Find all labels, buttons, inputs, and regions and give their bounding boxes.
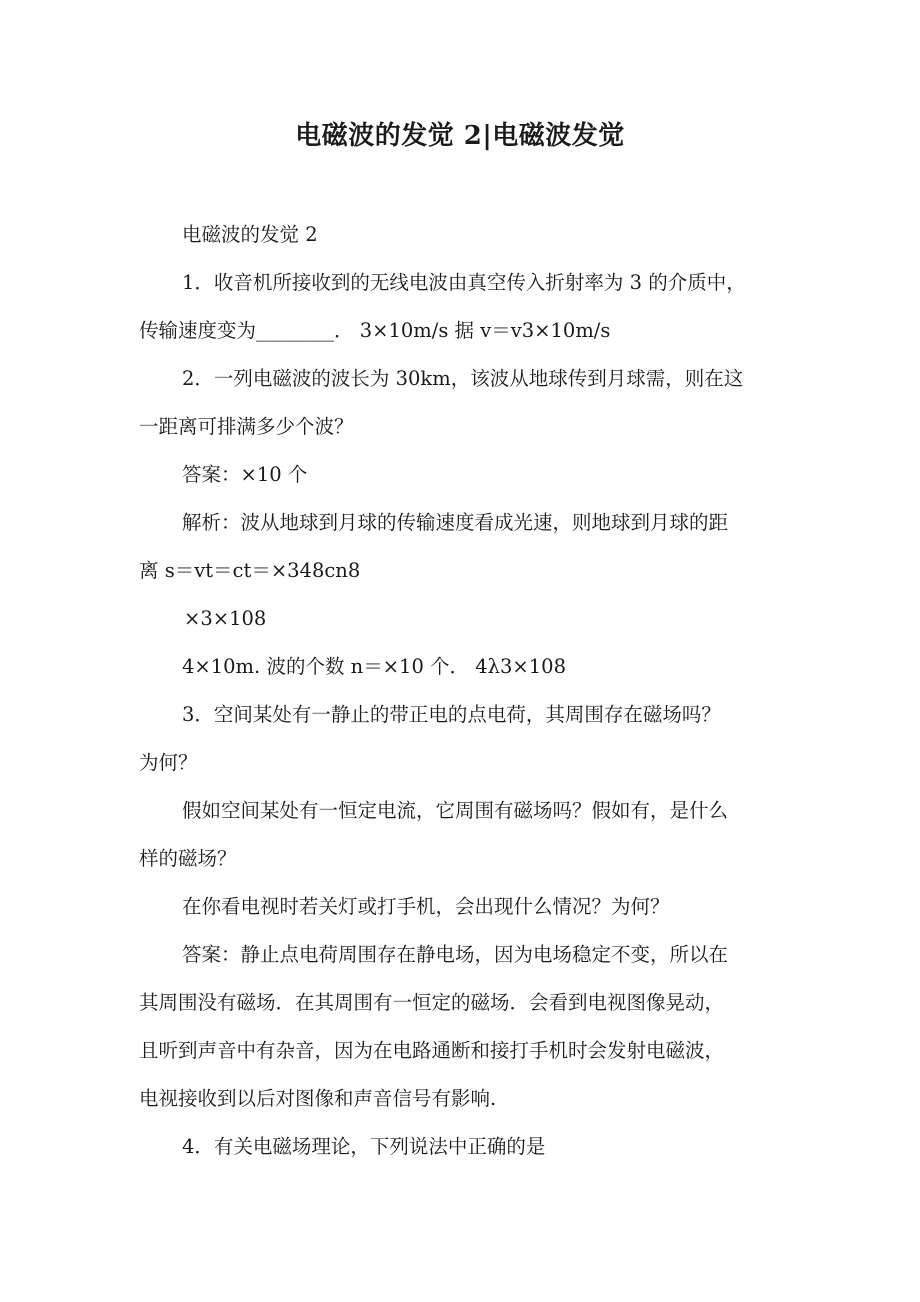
text-line: 电磁波的发觉 2	[182, 223, 318, 246]
text-line: 1．收音机所接收到的无线电波由真空传入折射率为 3 的介质中，	[182, 271, 746, 294]
text-line: 答案：静止点电荷周围存在静电场，因为电场稳定不变，所以在	[182, 943, 729, 966]
text-line: 样的磁场？	[139, 847, 237, 870]
text-line: 且听到声音中有杂音，因为在电路通断和接打手机时会发射电磁波，	[139, 1039, 725, 1062]
text-line: 假如空间某处有一恒定电流，它周围有磁场吗？假如有，是什么	[182, 799, 729, 822]
text-line: 传输速度变为________． 3×10m/s 据 v＝v3×10m/s	[139, 319, 611, 342]
document-title: 电磁波的发觉 2|电磁波发觉	[295, 121, 625, 151]
text-line: 一距离可排满多少个波？	[139, 415, 354, 438]
text-line: 4．有关电磁场理论，下列说法中正确的是	[182, 1135, 546, 1158]
text-line: 解析：波从地球到月球的传输速度看成光速，则地球到月球的距	[182, 511, 729, 534]
text-line: 电视接收到以后对图像和声音信号有影响.	[139, 1087, 497, 1110]
text-line: 在你看电视时若关灯或打手机，会出现什么情况？为何？	[182, 895, 670, 918]
text-line: 4×10m. 波的个数 n＝×10 个． 4λ3×108	[182, 655, 566, 678]
text-line: 其周围没有磁场．在其周围有一恒定的磁场．会看到电视图像晃动，	[139, 991, 725, 1014]
text-line: 为何？	[139, 751, 198, 774]
text-line: 离 s＝vt＝ct＝×348cn8	[139, 559, 361, 582]
text-line: 2．一列电磁波的波长为 30km，该波从地球传到月球需，则在这	[182, 367, 744, 390]
text-line: ×3×108	[184, 607, 267, 630]
text-line: 答案：×10 个	[182, 463, 308, 486]
text-line: 3．空间某处有一静止的带正电的点电荷，其周围存在磁场吗？	[182, 703, 721, 726]
document-body	[139, 211, 789, 1171]
